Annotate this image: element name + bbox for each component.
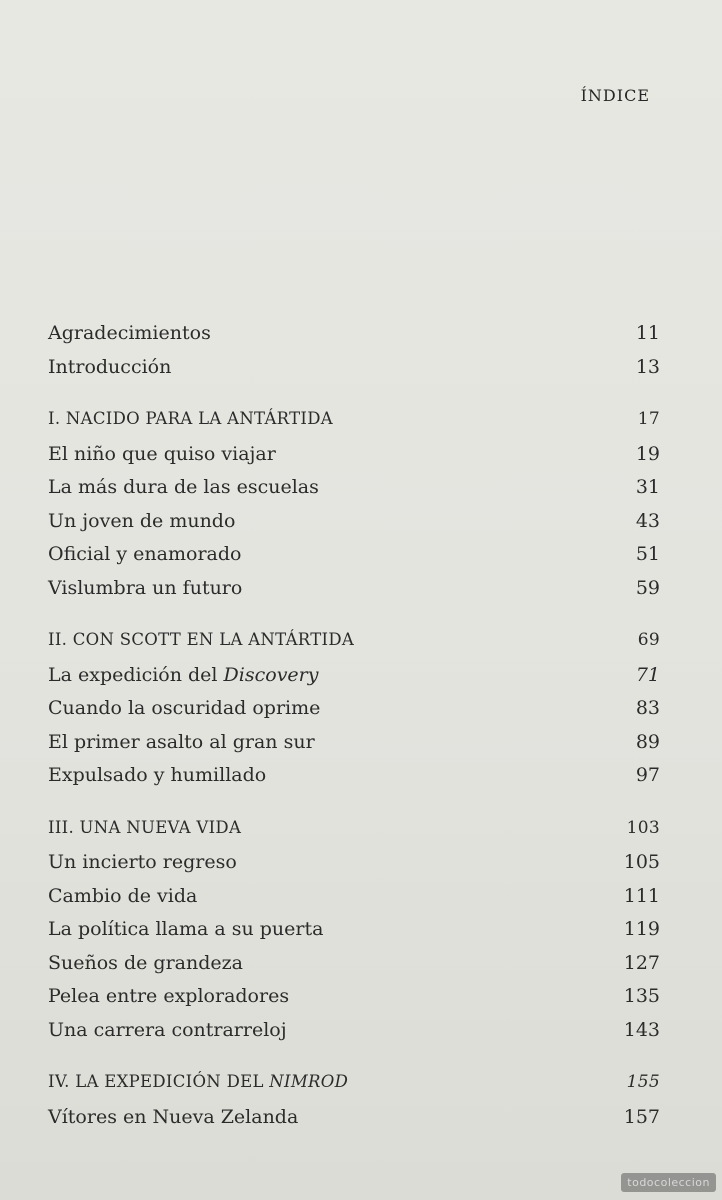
toc-entry	[48, 851, 660, 885]
toc-entry-page: 127	[623, 951, 660, 974]
toc-entry-title: Agradecimientos	[48, 322, 211, 344]
toc-part-heading	[48, 409, 660, 443]
toc-entry-title: La política llama a su puerta	[48, 918, 324, 940]
toc-entry-page: 11	[635, 322, 660, 344]
toc-entry-title: Oficial y enamorado	[48, 543, 242, 565]
toc-entry	[48, 664, 660, 698]
toc-entry-page: 157	[623, 1105, 660, 1128]
toc-entry	[48, 1106, 660, 1140]
toc-entry	[48, 356, 660, 390]
toc-entry	[48, 1019, 660, 1053]
toc-entry-page: 143	[623, 1018, 660, 1041]
toc-entry-title: Una carrera contrarreloj	[48, 1018, 287, 1041]
toc-entry-page: 19	[635, 442, 660, 465]
toc-entry-page: 89	[635, 730, 660, 753]
watermark-logo: todocoleccion	[621, 1173, 716, 1192]
toc-entry-page: 135	[623, 985, 660, 1007]
toc-entry-title: Un joven de mundo	[48, 509, 236, 532]
toc-part-title: II. CON SCOTT EN LA ANTÁRTIDA	[48, 630, 355, 649]
toc-entry	[48, 543, 660, 577]
toc-entry	[48, 918, 660, 952]
toc-part-page: 69	[637, 630, 660, 650]
toc-entry-page: 97	[635, 764, 660, 786]
toc-entry-title: Cuando la oscuridad oprime	[48, 697, 321, 719]
toc-entry-title	[48, 664, 318, 686]
toc-entry-title: Un incierto regreso	[48, 851, 237, 873]
toc-part-title-italic: NIMROD	[269, 1072, 349, 1091]
toc-entry-page: 71	[635, 663, 660, 686]
toc-part-heading	[48, 818, 660, 852]
toc-entry-page: 31	[635, 476, 660, 498]
toc-entry-title: Cambio de vida	[48, 884, 198, 907]
toc-entry-title: Expulsado y humillado	[48, 764, 267, 786]
toc-entry	[48, 885, 660, 919]
toc-entry-title: Introducción	[48, 355, 172, 378]
toc-entry-title-italic: Discovery	[223, 663, 319, 686]
toc-entry	[48, 510, 660, 544]
toc-part-page: 155	[626, 1072, 660, 1092]
toc-entry-title: El niño que quiso viajar	[48, 442, 276, 465]
toc-entry-title: Pelea entre exploradores	[48, 985, 290, 1007]
toc-entry-page: 105	[623, 851, 660, 873]
page-title: ÍNDICE	[580, 86, 650, 105]
toc-entry	[48, 322, 660, 356]
toc-part-title: III. UNA NUEVA VIDA	[48, 817, 242, 837]
toc-part-title-prefix: IV. LA EXPEDICIÓN DEL	[48, 1072, 270, 1091]
toc-entry	[48, 443, 660, 477]
toc-entry-title-prefix: La expedición del	[48, 663, 224, 686]
toc-entry-page: 13	[635, 355, 660, 378]
table-of-contents	[48, 322, 660, 1139]
toc-entry-title: Vítores en Nueva Zelanda	[48, 1105, 299, 1128]
toc-part-title	[48, 1072, 348, 1091]
toc-entry-page: 83	[635, 697, 660, 719]
toc-entry	[48, 476, 660, 510]
toc-entry	[48, 764, 660, 798]
toc-entry-page: 59	[635, 576, 660, 599]
toc-part-heading	[48, 1072, 660, 1106]
toc-part-heading	[48, 630, 660, 664]
toc-entry-title: Sueños de grandeza	[48, 951, 243, 974]
toc-entry-page: 111	[623, 884, 660, 907]
toc-entry	[48, 731, 660, 765]
toc-entry	[48, 985, 660, 1019]
toc-entry-title: La más dura de las escuelas	[48, 476, 319, 498]
toc-part-title: I. NACIDO PARA LA ANTÁRTIDA	[48, 409, 333, 428]
toc-entry	[48, 577, 660, 611]
toc-entry	[48, 952, 660, 986]
toc-entry-title: El primer asalto al gran sur	[48, 730, 315, 753]
toc-entry-title: Vislumbra un futuro	[48, 576, 243, 599]
toc-part-page: 103	[626, 817, 660, 838]
toc-part-page: 17	[637, 409, 660, 429]
toc-entry-page: 51	[635, 543, 660, 565]
toc-entry	[48, 697, 660, 731]
toc-entry-page: 43	[635, 509, 660, 532]
toc-entry-page: 119	[623, 918, 660, 940]
